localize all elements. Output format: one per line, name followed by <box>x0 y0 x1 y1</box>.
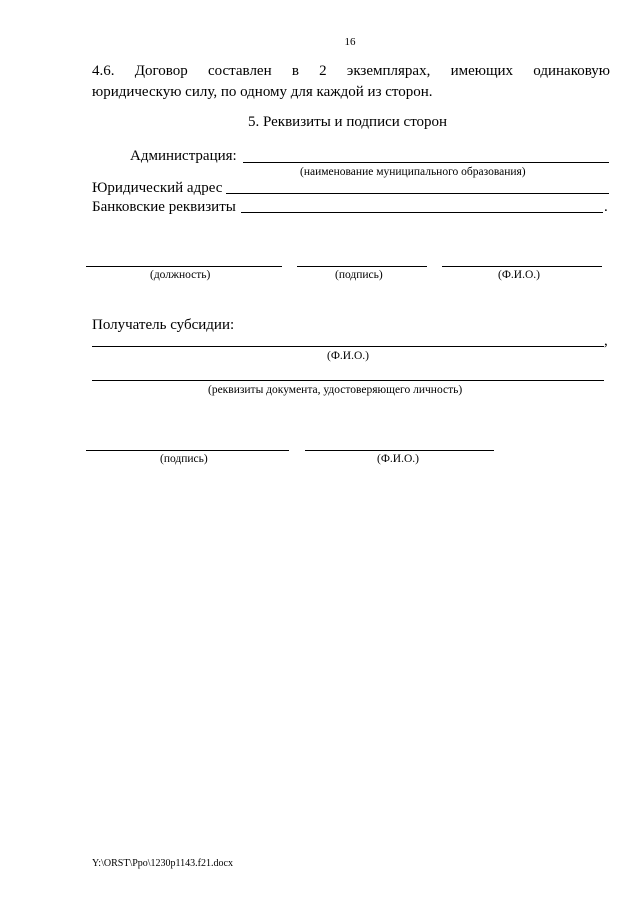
recipient-full-name-caption: (Ф.И.О.) <box>377 453 419 465</box>
administration-name-line[interactable] <box>243 162 609 163</box>
legal-address-line[interactable] <box>226 193 609 194</box>
position-caption: (должность) <box>150 269 211 281</box>
recipient-signature-caption: (подпись) <box>160 453 208 465</box>
clause-word: имеющих <box>450 63 514 79</box>
legal-address-label: Юридический адрес <box>92 180 223 196</box>
clause-4-6-line1 <box>92 61 610 82</box>
section-heading: 5. Реквизиты и подписи сторон <box>248 114 448 130</box>
clause-word: одинаковую <box>533 63 610 79</box>
recipient-document-caption: (реквизиты документа, удостоверяющего личность) <box>208 384 463 396</box>
recipient-label: Получатель субсидии: <box>92 317 235 333</box>
administration-name-caption: (наименование муниципального образования) <box>300 166 526 178</box>
full-name-caption: (Ф.И.О.) <box>498 269 540 281</box>
full-name-line[interactable] <box>442 266 602 267</box>
recipient-signature-line[interactable] <box>86 450 289 451</box>
signature-line[interactable] <box>297 266 427 267</box>
recipient-name-line[interactable] <box>92 346 604 347</box>
position-line[interactable] <box>86 266 282 267</box>
clause-word: в <box>291 63 299 79</box>
bank-details-line[interactable] <box>241 212 603 213</box>
footer-file-path: Y:\ORST\Ppo\1230p1143.f21.docx <box>92 858 233 869</box>
bank-details-label: Банковские реквизиты <box>92 199 236 215</box>
clause-4-6-line2: юридическую силу, по одному для каждой из сторон. <box>92 84 433 100</box>
clause-word: составлен <box>207 63 272 79</box>
administration-label: Администрация: <box>130 148 237 164</box>
signature-caption: (подпись) <box>335 269 383 281</box>
clause-word: 2 экземплярах, <box>319 63 431 79</box>
bank-details-end: . <box>604 199 608 215</box>
page-number: 16 <box>344 36 356 48</box>
recipient-full-name-line[interactable] <box>305 450 494 451</box>
recipient-name-caption: (Ф.И.О.) <box>327 350 369 362</box>
clause-word: 4.6. Договор <box>92 63 188 79</box>
recipient-line-end: , <box>604 333 608 349</box>
recipient-document-line[interactable] <box>92 380 604 381</box>
